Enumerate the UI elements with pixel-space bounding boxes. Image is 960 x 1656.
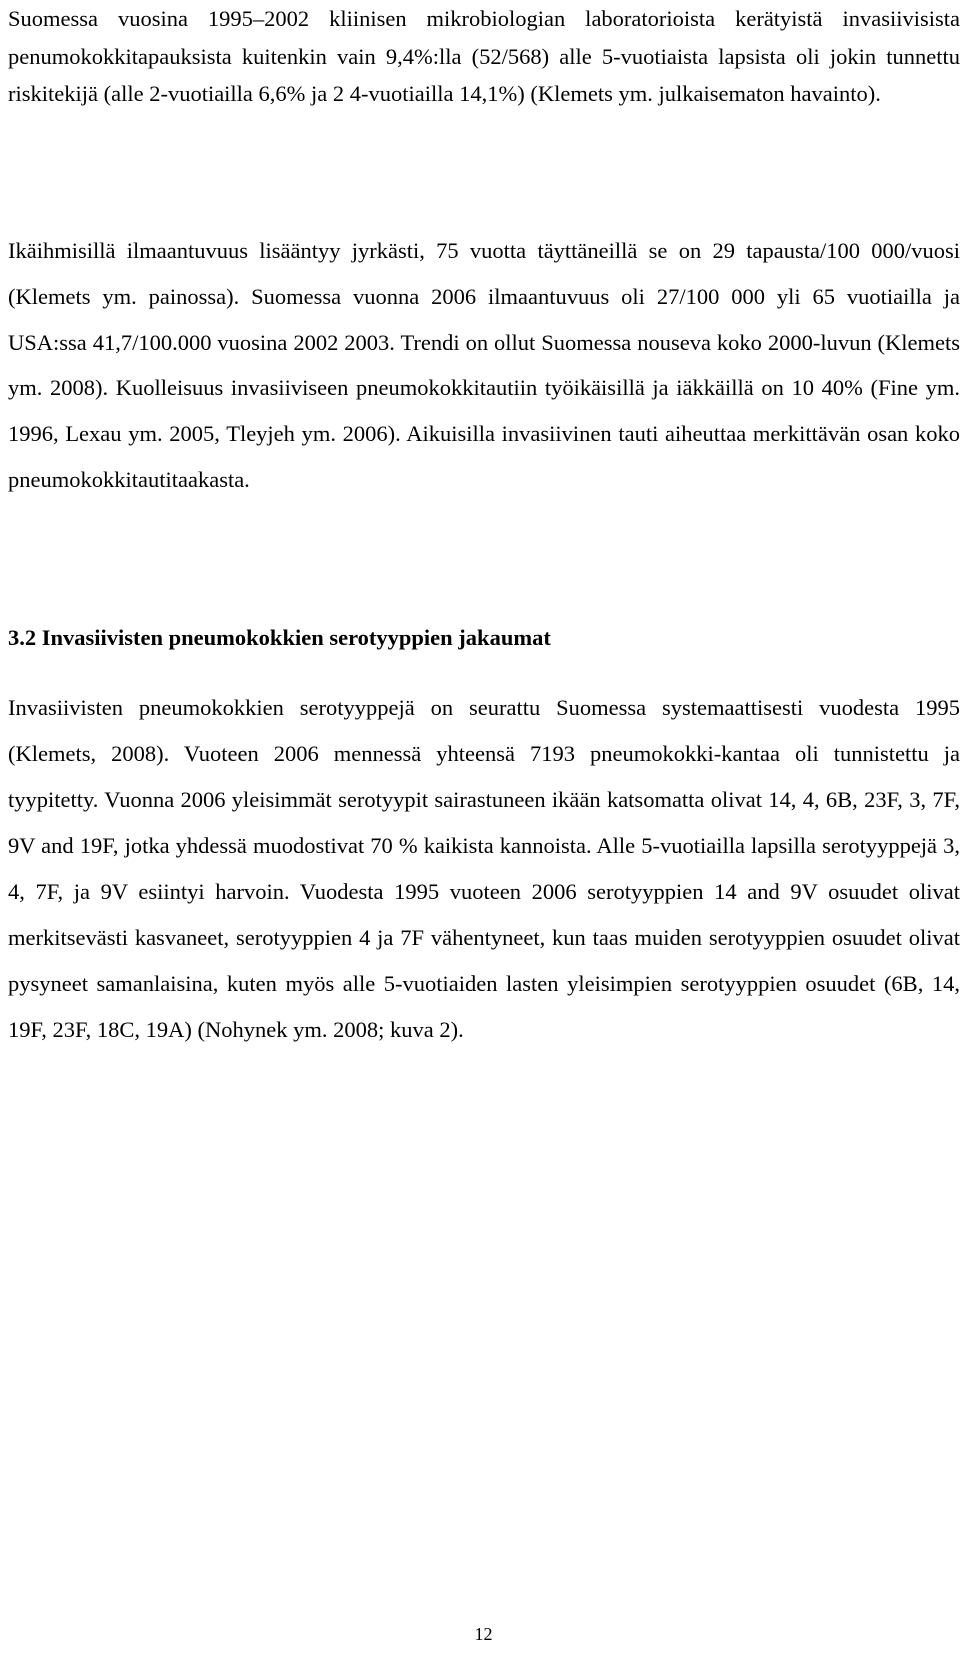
section-heading: 3.2 Invasiivisten pneumokokkien serotyyppien jakaumat — [8, 625, 551, 650]
paragraph-pediatric-risk-factors: Suomessa vuosina 1995–2002 kliinisen mikrobiologian laboratorioista kerätyistä invasiivisista penumokokkitapauksista kuitenkin vain 9,4%:lla (52/568) alle 5-vuotiaista lapsista oli jokin tunnettu riskitekijä (alle 2-vuotiailla 6,6% ja 2 4-vuotiailla 14,1%) (Klemets ym. julkaisematon havainto). — [8, 6, 960, 106]
paragraph-elderly-incidence: Ikäihmisillä ilmaantuvuus lisääntyy jyrkästi, 75 vuotta täyttäneillä se on 29 tapausta/100 000/vuosi (Klemets ym. painossa). Suomessa vuonna 2006 ilmaantuvuus oli 27/100 000 yli 65 vuotiailla ja USA:ssa 41,7/100.000 vuosina 2002 2003. Trendi on ollut Suomessa nouseva koko 2000-luvun (Klemets ym. 2008). Kuolleisuus invasiiviseen pneumokokkitautiin työikäisillä ja iäkkäillä on 10 40% (Fine ym. 1996, Lexau ym. 2005, Tleyjeh ym. 2006). Aikuisilla invasiivinen tauti aiheuttaa merkittävän osan koko pneumokokkitautitaakasta. — [8, 238, 960, 492]
paragraph-serotype-distribution: Invasiivisten pneumokokkien serotyyppejä on seurattu Suomessa systemaattisesti vuodesta 1995 (Klemets, 2008). Vuoteen 2006 mennessä yhteensä 7193 pneumokokki-kantaa oli tunnistettu ja tyypitetty. Vuonna 2006 yleisimmät serotyypit sairastuneen ikään katsomatta olivat 14, 4, 6B, 23F, 3, 7F, 9V and 19F, jotka yhdessä muodostivat 70 % kaikista kannoista. Alle 5-vuotiailla lapsilla serotyyppejä 3, 4, 7F, ja 9V esiintyi harvoin. Vuodesta 1995 vuoteen 2006 serotyyppien 14 and 9V osuudet olivat merkitsevästi kasvaneet, serotyyppien 4 ja 7F vähentyneet, kun taas muiden serotyyppien osuudet olivat pysyneet samanlaisina, kuten myös alle 5-vuotiaiden lasten yleisimpien serotyyppien osuudet (6B, 14, 19F, 23F, 18C, 19A) (Nohynek ym. 2008; kuva 2). — [8, 695, 960, 1042]
page-number: 12 — [474, 1624, 493, 1644]
